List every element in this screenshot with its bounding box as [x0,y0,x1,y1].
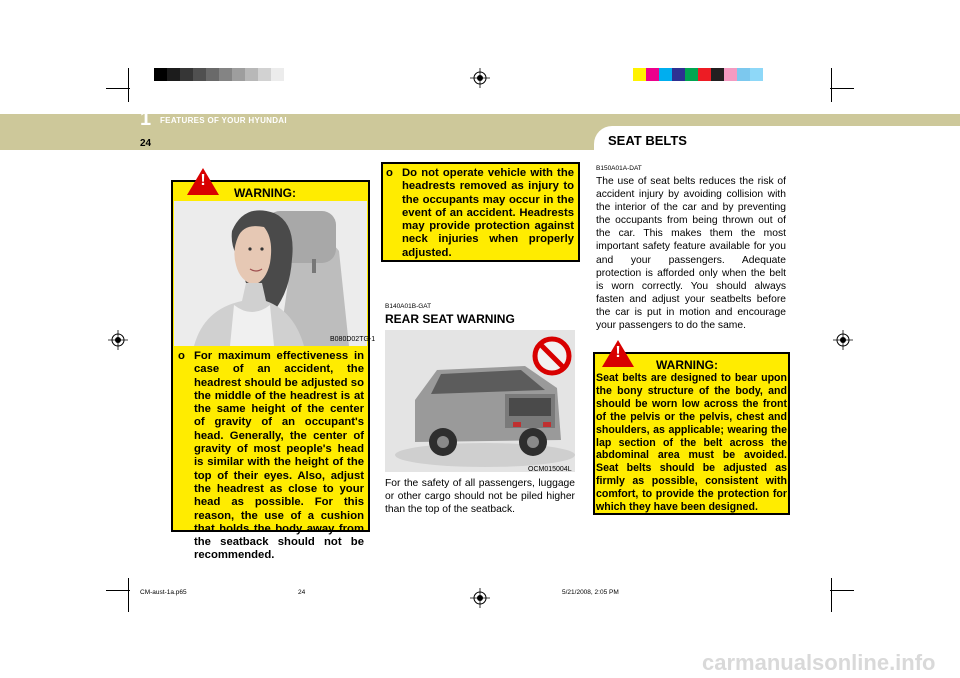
crop-mark [106,88,130,89]
gray-swatch-strip [154,68,284,81]
crop-mark [830,590,854,591]
section-title: SEAT BELTS [608,133,687,148]
color-swatch-strip [633,68,763,81]
crop-mark [831,68,832,102]
crop-mark [128,88,129,102]
crop-mark [128,578,129,612]
color-swatch [659,68,672,81]
rear-seat-warning-heading: REAR SEAT WARNING [385,312,515,326]
crop-mark [106,590,130,591]
color-swatch [167,68,180,81]
section-code: B140A01B-GAT [385,303,432,310]
headrest-adjust-bullet [178,350,364,562]
color-swatch [750,68,763,81]
crop-mark [830,88,854,89]
no-symbol-icon [532,336,572,376]
rear-seat-body-text: For the safety of all passengers, luggage or other cargo should not be piled higher than the top of the seatback. [385,478,575,516]
watermark: carmanualsonline.info [702,650,936,675]
warning-triangle-icon: ! [187,168,219,195]
crosshair-icon [108,330,128,350]
color-swatch [245,68,258,81]
color-swatch [698,68,711,81]
footer-page: 24 [298,589,306,596]
bullet-text: For maximum effectiveness in case of an accident, the headrest should be adjusted so the middle of the headrest is at the same height of the center of gravity of an occupant's head. Generally, the center of gravity of most people's head is similar with the height of the top of their eyes. Also, adjust the headrest as close to your head as possible. For this reason, the use of a cushion that holds the body away from the seatback should not be recommended. [194,350,364,562]
color-swatch [180,68,193,81]
warning-title: WARNING: [656,358,718,372]
color-swatch [258,68,271,81]
crop-mark [831,578,832,612]
image-caption: B080D02TG-1 [330,336,376,343]
seat-belt-warning-text: Seat belts are designed to bear upon the bony structure of the body, and should be worn low across the front of the pelvis or the pelvis, chest and shoulders, as applicable; wearing the lap section of the belt across the abdominal area must be avoided. Seat belts should be adjusted as firmly as possible, consistent with comfort, to provide the protection for which they have been designed. [596,372,787,514]
color-swatch [685,68,698,81]
image-caption: OCM015004L [528,466,572,473]
color-swatch [737,68,750,81]
headrest-removed-bullet [386,167,574,259]
color-swatch [219,68,232,81]
bullet-text: Do not operate vehicle with the headrests removed as injury to the occupants may occur in the event of an accident. Headrests may provide protection against neck injuries when properly adjusted. [402,167,574,259]
color-swatch [711,68,724,81]
color-swatch [154,68,167,81]
crosshair-icon [470,588,490,608]
seat-belt-body-text: The use of seat belts reduces the risk of accident injury by avoiding collision with the interior of the car and by preventing the occupants from being thrown out of the car. This makes them the most important safety feature available for you and your passengers. Adequate protection is afforded only when the belt is worn correctly. You should always fasten and adjust your seatbelts before the car is put in motion and encourage your passengers to do the same. [596,176,786,332]
headrest-illustration [174,201,367,346]
footer-timestamp: 5/21/2008, 2:05 PM [562,589,619,596]
color-swatch [646,68,659,81]
footer-file-name: CM-aust-1a.p65 [140,589,187,596]
crosshair-icon [470,68,490,88]
bullet-marker: o [178,350,185,362]
page-number: 24 [140,138,152,149]
chapter-number: 1 [140,108,152,130]
color-swatch [271,68,284,81]
bullet-marker: o [386,167,393,179]
chapter-title: FEATURES OF YOUR HYUNDAI [160,116,287,125]
crosshair-icon [833,330,853,350]
color-swatch [206,68,219,81]
color-swatch [724,68,737,81]
section-code: B150A01A-DAT [596,165,642,172]
warning-title: WARNING: [234,186,296,200]
color-swatch [633,68,646,81]
warning-triangle-icon: ! [602,340,634,367]
color-swatch [193,68,206,81]
color-swatch [232,68,245,81]
color-swatch [672,68,685,81]
